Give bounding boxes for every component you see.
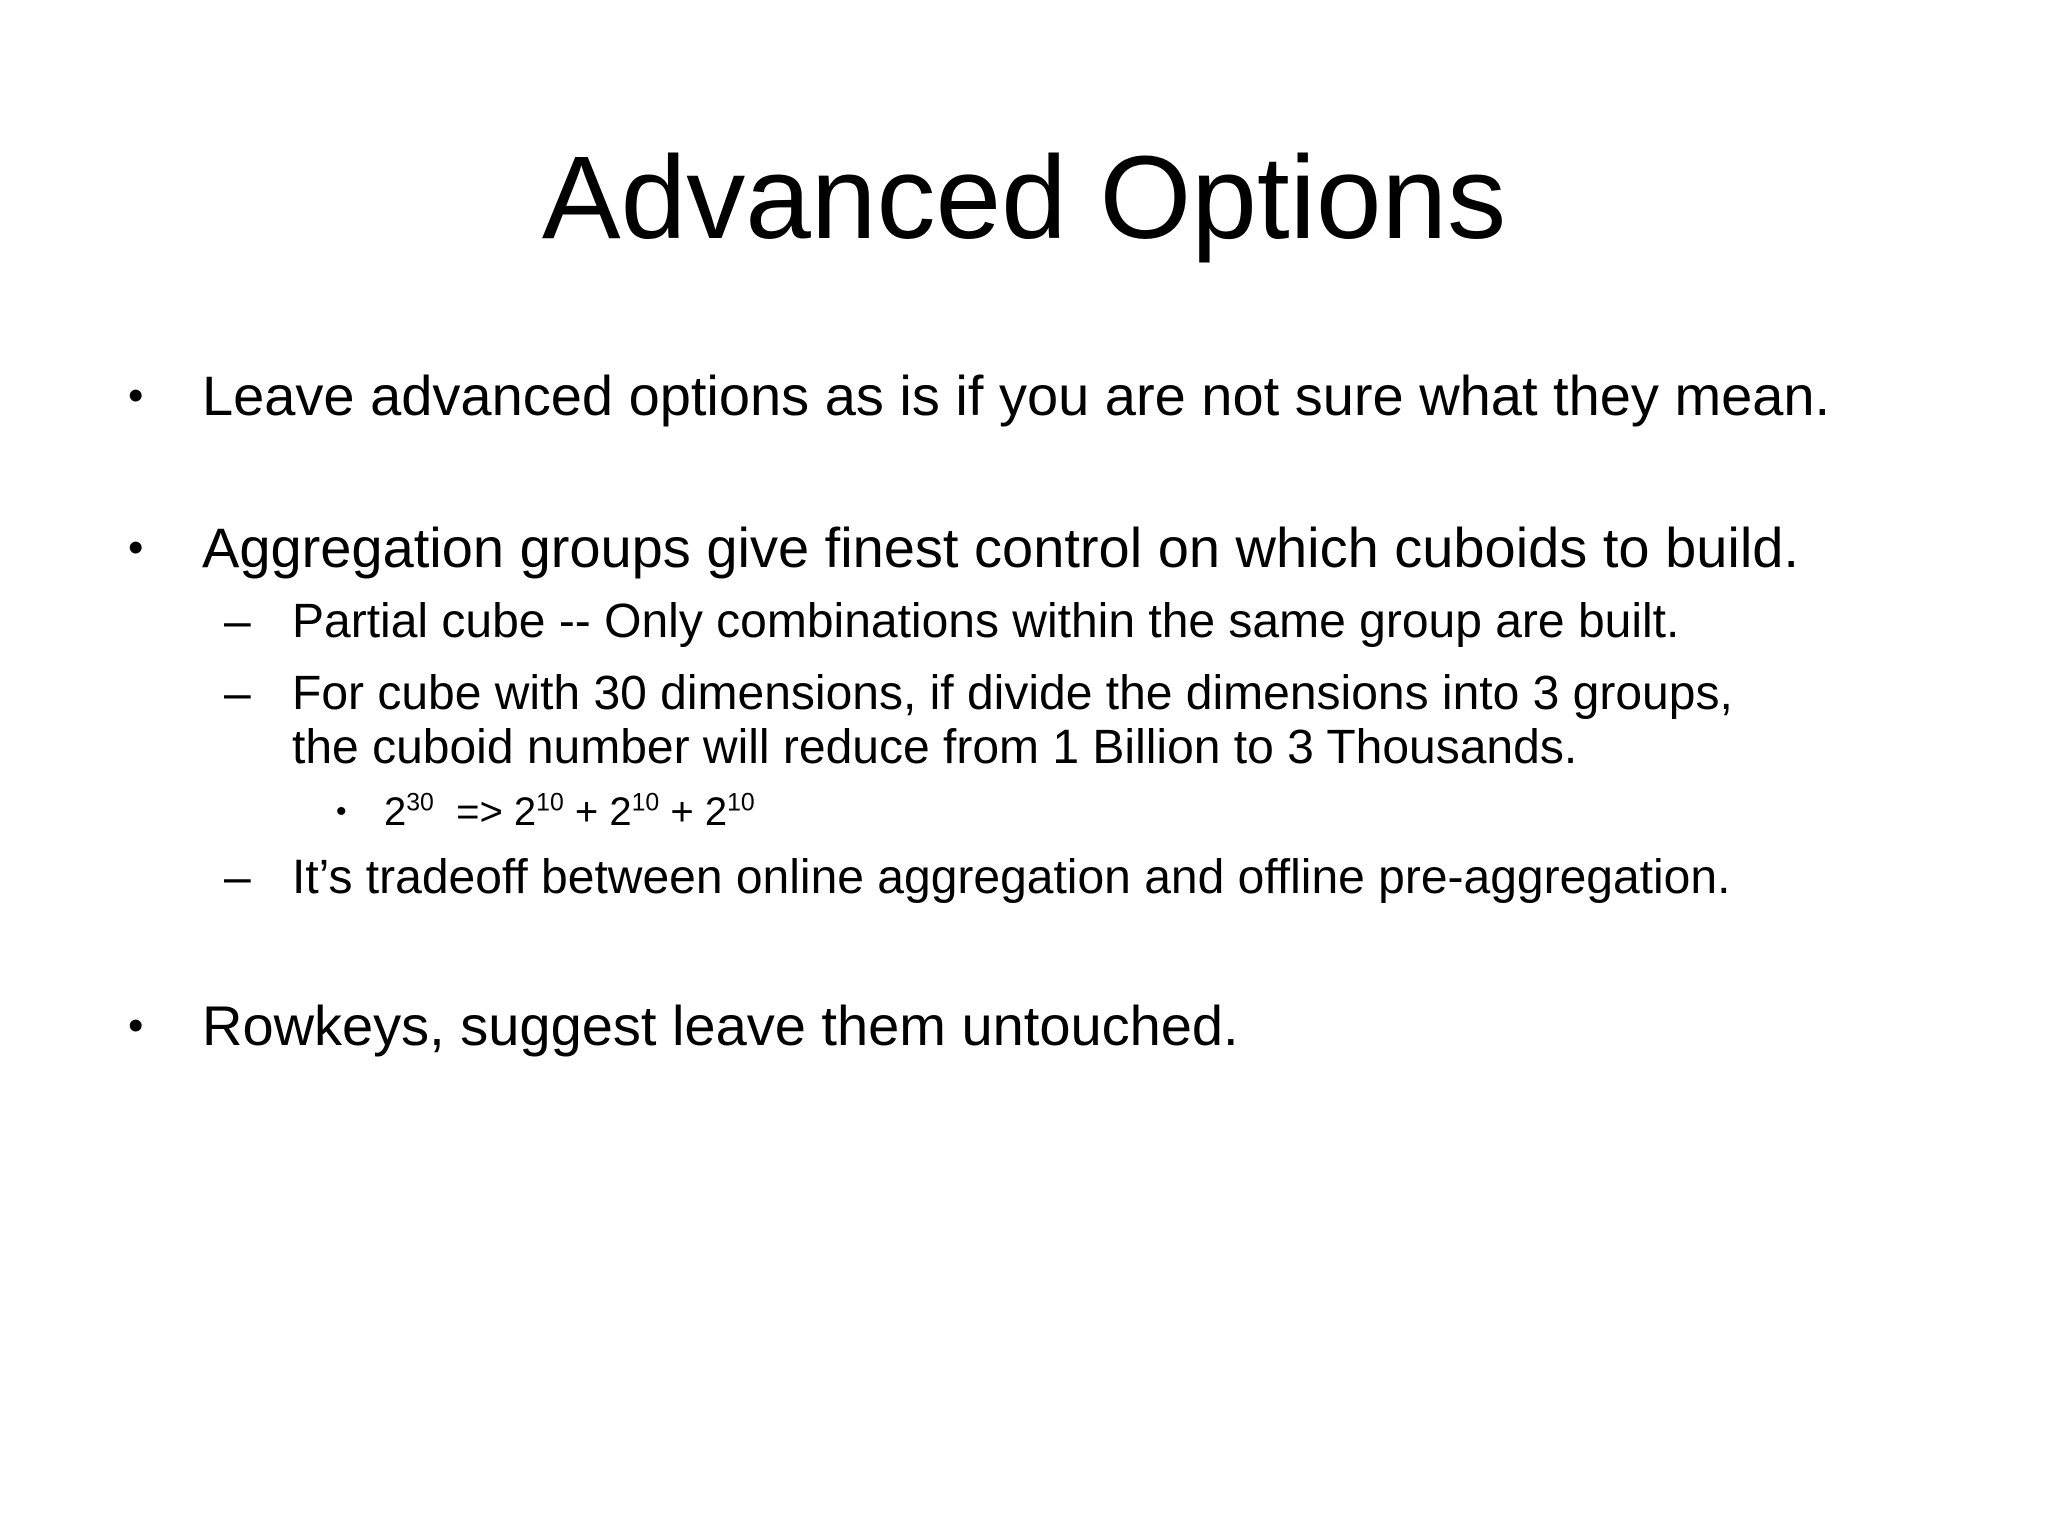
formula: $2^{30} => 2^{10} + 2^{10} + 2^{10}$ xyxy=(384,789,755,834)
sub-bullet-continuation xyxy=(292,720,1577,776)
bullet-marker: • xyxy=(128,371,144,420)
bullet-marker: • xyxy=(336,795,347,828)
bullet-marker: • xyxy=(128,523,144,572)
dash-marker: – xyxy=(224,667,251,720)
bullet-marker: • xyxy=(128,1001,144,1050)
bullet-text: Rowkeys, suggest leave them untouched. xyxy=(202,994,1239,1057)
bullet-item xyxy=(128,516,1799,580)
sub-bullet-item xyxy=(224,850,1731,906)
bullet-text: Leave advanced options as is if you are not sure what they mean. xyxy=(202,364,1831,427)
dash-marker: – xyxy=(224,595,251,648)
slide-title: Advanced Options xyxy=(541,132,1507,264)
sub-bullet-item xyxy=(224,594,1680,650)
sub-bullet-text: Partial cube -- Only combinations within the same group are built. xyxy=(292,595,1680,648)
sub-bullet-text: It’s tradeoff between online aggregation and offline pre-aggregation. xyxy=(292,851,1731,904)
sub-bullet-text-line2: the cuboid number will reduce from 1 Billion to 3 Thousands. xyxy=(292,721,1578,774)
sub-bullet-item xyxy=(224,666,1733,722)
bullet-item xyxy=(128,994,1239,1058)
formula-item xyxy=(336,788,755,836)
sub-bullet-text-line1: For cube with 30 dimensions, if divide the dimensions into 3 groups, xyxy=(292,667,1733,720)
bullet-item xyxy=(128,364,1831,428)
dash-marker: – xyxy=(224,851,251,904)
bullet-text: Aggregation groups give finest control on which cuboids to build. xyxy=(202,516,1799,579)
